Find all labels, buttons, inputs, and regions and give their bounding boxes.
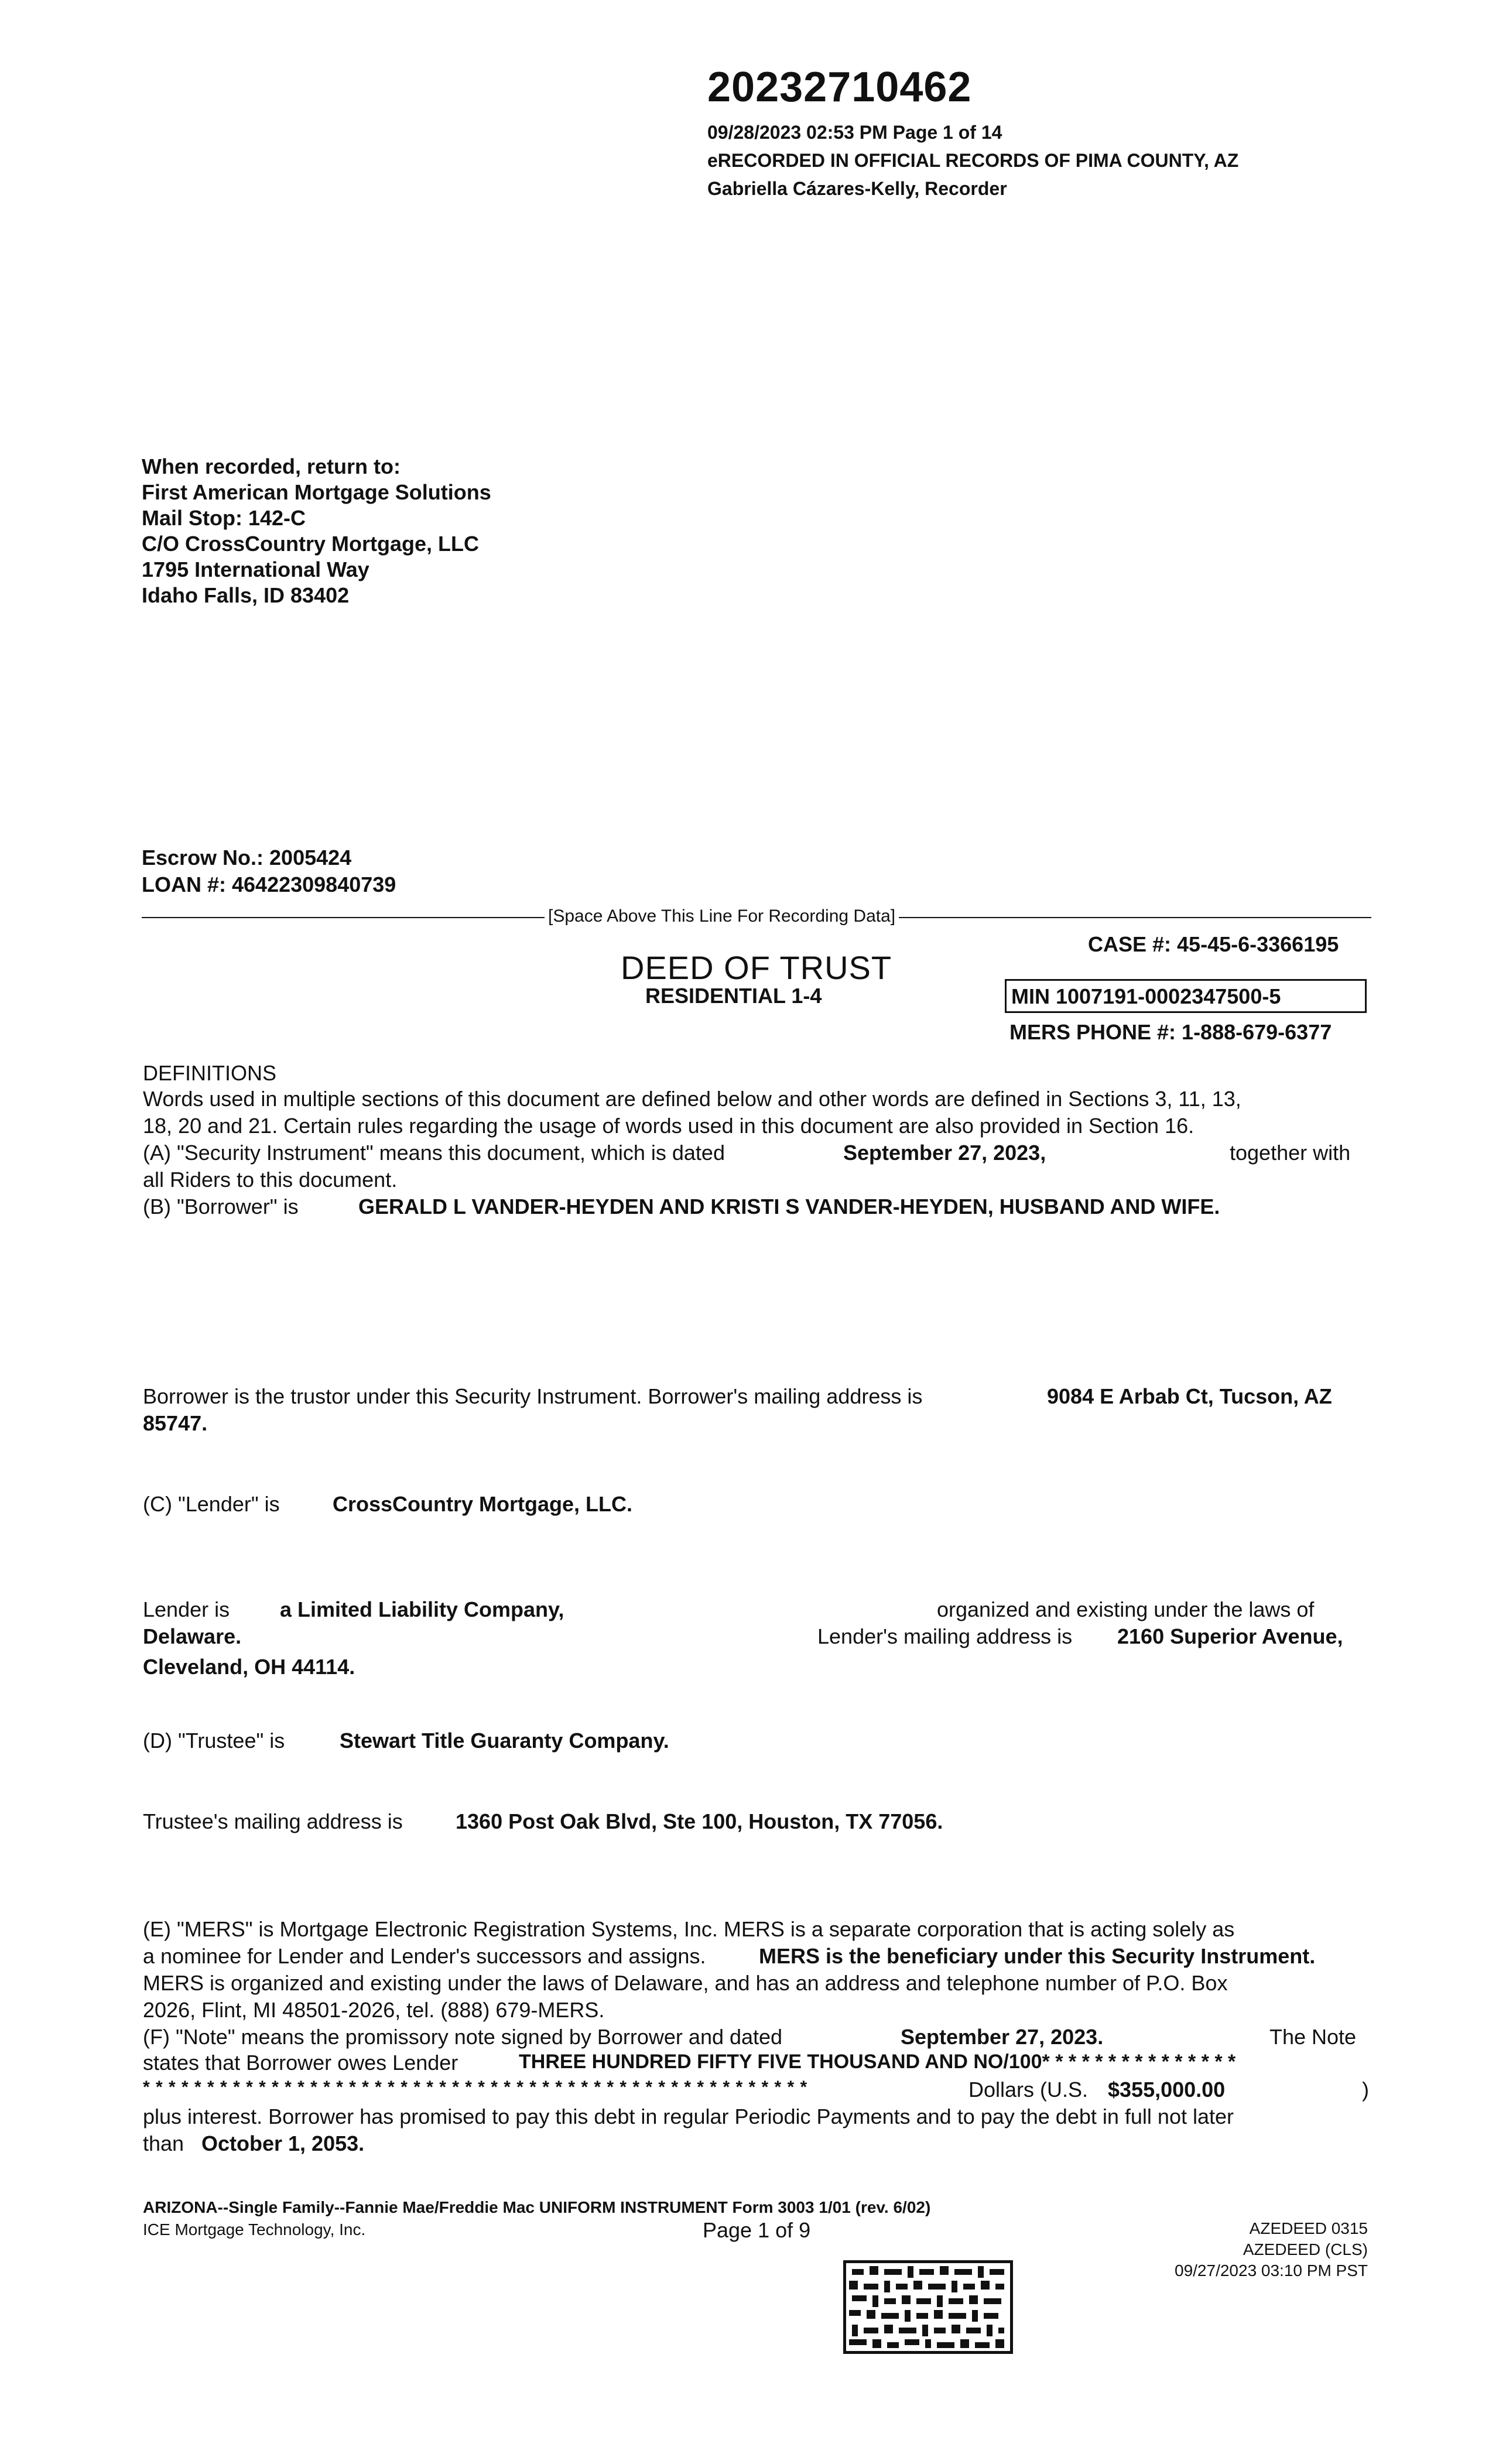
footer-form: ARIZONA--Single Family--Fannie Mae/Freddie Mac UNIFORM INSTRUMENT Form 3003 1/01 (rev. 6/02) [143,2198,931,2216]
definitions-intro-1: Words used in multiple sections of this document are defined below and other words are defined in Sections 3, 11, 13, [143,1087,1241,1111]
definitions-intro-2: 18, 20 and 21. Certain rules regarding the usage of words used in this document are also provided in Section 16. [143,1114,1195,1138]
def-e-line2a: a nominee for Lender and Lender's successors and assigns. [143,1944,706,1968]
def-c-prefix: (C) "Lender" is [143,1492,280,1516]
note-amount: $355,000.00 [1108,2078,1226,2102]
min-number: MIN 1007191-0002347500-5 [1011,984,1281,1008]
min-box [1005,979,1367,1013]
lender-address-label: Lender's mailing address is [817,1624,1073,1648]
return-to-street: 1795 International Way [142,557,369,581]
note-stars-line: * * * * * * * * * * * * * * * * * * * * * * * * * * * * * * * * * * * * * * * * * * * * * * * * * * * * [143,2078,808,2097]
case-number: CASE #: 45-45-6-3366195 [1088,932,1339,956]
def-b-prefix: (B) "Borrower" is [143,1195,299,1219]
def-a-prefix: (A) "Security Instrument" means this document, which is dated [143,1141,725,1165]
maturity-date: October 1, 2053. [201,2131,365,2155]
trustee-address-label: Trustee's mailing address is [143,1809,403,1833]
trustor-text: Borrower is the trustor under this Security Instrument. Borrower's mailing address is [143,1384,923,1408]
def-e-line3: MERS is organized and existing under the laws of Delaware, and has an address and telephone number of P.O. Box [143,1971,1228,1995]
loan-number: LOAN #: 46422309840739 [142,872,396,896]
lender-address-2: Cleveland, OH 44114. [143,1655,355,1679]
trustee-address: 1360 Post Oak Blvd, Ste 100, Houston, TX 77056. [456,1809,943,1833]
lender-name: CrossCountry Mortgage, LLC. [333,1492,633,1516]
recording-number: 20232710462 [707,64,972,111]
def-f-line5-prefix: than [143,2131,184,2155]
def-a-line2: all Riders to this document. [143,1168,398,1192]
def-a-date: September 27, 2023, [843,1141,1046,1165]
dollars-label: Dollars (U.S. [968,2078,1089,2102]
borrower-names: GERALD L VANDER-HEYDEN AND KRISTI S VANDER-HEYDEN, HUSBAND AND WIFE. [358,1195,1220,1219]
def-d-prefix: (D) "Trustee" is [143,1729,285,1753]
lender-is-label: Lender is [143,1597,230,1621]
borrower-address-2: 85747. [143,1411,208,1435]
return-to-mailstop: Mail Stop: 142-C [142,506,306,530]
recorder-name: Gabriella Cázares-Kelly, Recorder [707,178,1007,199]
definitions-heading: DEFINITIONS [143,1061,277,1085]
escrow-number: Escrow No.: 2005424 [142,846,352,870]
footer-code-2: AZEDEED (CLS) [1243,2240,1368,2258]
document-title: DEED OF TRUST [621,949,892,986]
space-above-label: [Space Above This Line For Recording Data] [545,906,899,926]
note-date: September 27, 2023. [901,2025,1104,2049]
def-f-line4: plus interest. Borrower has promised to pay this debt in regular Periodic Payments and to pay the debt in full not later [143,2104,1234,2128]
return-to-co: C/O CrossCountry Mortgage, LLC [142,532,480,556]
recording-datetime-page: 09/28/2023 02:53 PM Page 1 of 14 [707,122,1002,143]
def-e-line2b: MERS is the beneficiary under this Security Instrument. [759,1944,1316,1968]
return-to-city: Idaho Falls, ID 83402 [142,583,350,607]
lender-state: Delaware. [143,1624,242,1648]
def-e-line1: (E) "MERS" is Mortgage Electronic Registration Systems, Inc. MERS is a separate corporation that is acting solely as [143,1917,1235,1941]
footer-timestamp: 09/27/2023 03:10 PM PST [1175,2261,1368,2280]
lender-type: a Limited Liability Company, [280,1597,564,1621]
document-subtitle: RESIDENTIAL 1-4 [645,984,822,1008]
return-to-company: First American Mortgage Solutions [142,480,491,504]
recording-official: eRECORDED IN OFFICIAL RECORDS OF PIMA COUNTY, AZ [707,150,1239,171]
note-amount-words: THREE HUNDRED FIFTY FIVE THOUSAND AND NO/100* * * * * * * * * * * * * * * [519,2051,1236,2073]
borrower-address-1: 9084 E Arbab Ct, Tucson, AZ [1047,1384,1332,1408]
lender-organized: organized and existing under the laws of [937,1597,1315,1621]
def-f-prefix: (F) "Note" means the promissory note signed by Borrower and dated [143,2025,783,2049]
def-f-suffix: The Note [1269,2025,1357,2049]
return-to-heading: When recorded, return to: [142,454,401,478]
def-e-line4: 2026, Flint, MI 48501-2026, tel. (888) 679-MERS. [143,1998,605,2022]
lender-address-1: 2160 Superior Avenue, [1117,1624,1343,1648]
mers-phone: MERS PHONE #: 1-888-679-6377 [1009,1020,1332,1044]
footer-vendor: ICE Mortgage Technology, Inc. [143,2220,366,2239]
def-f-line2-prefix: states that Borrower owes Lender [143,2051,458,2075]
trustee-name: Stewart Title Guaranty Company. [340,1729,669,1753]
def-a-suffix: together with [1230,1141,1351,1165]
footer-page: Page 1 of 9 [703,2218,811,2242]
barcode-icon [843,2260,1013,2354]
footer-code-1: AZEDEED 0315 [1249,2219,1368,2237]
amount-close-paren: ) [1362,2078,1369,2102]
